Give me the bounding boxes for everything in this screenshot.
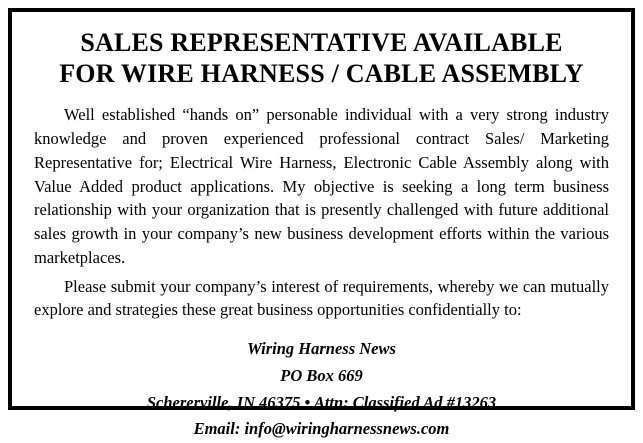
contact-email: Email: info@wiringharnessnews.com <box>193 419 450 439</box>
ad-body <box>34 103 609 322</box>
ad-headline-line-2: FOR WIRE HARNESS / CABLE ASSEMBLY <box>59 58 584 88</box>
contact-po-box: PO Box 669 <box>280 365 363 385</box>
classified-ad-box <box>8 8 635 439</box>
ad-paragraph-1: Well established “hands on” personable individual with a very strong industry knowledge and proven experienced professional contract Sales/ Marketing Representative for; Electrical Wire Harness, Electronic Cable Assembly along with Value Added product applications. My objective is seeking a long term business relationship with your organization that is presently challenged with future additional sales growth in your company’s new business development efforts within the various marketplaces. <box>34 105 609 267</box>
ad-contact-block <box>34 336 609 443</box>
ad-paragraph-2: Please submit your company’s interest of requirements, whereby we can mutually explore and strategies these great business opportunities confidentially to: <box>34 276 609 320</box>
ad-headline-line-1: SALES REPRESENTATIVE AVAILABLE <box>80 28 563 57</box>
classified-ad-inner <box>11 11 632 439</box>
ad-headline <box>34 28 609 89</box>
contact-address: Schererville, IN 46375 • Attn: Classified Ad #13263 <box>146 392 497 412</box>
contact-company: Wiring Harness News <box>247 339 396 359</box>
